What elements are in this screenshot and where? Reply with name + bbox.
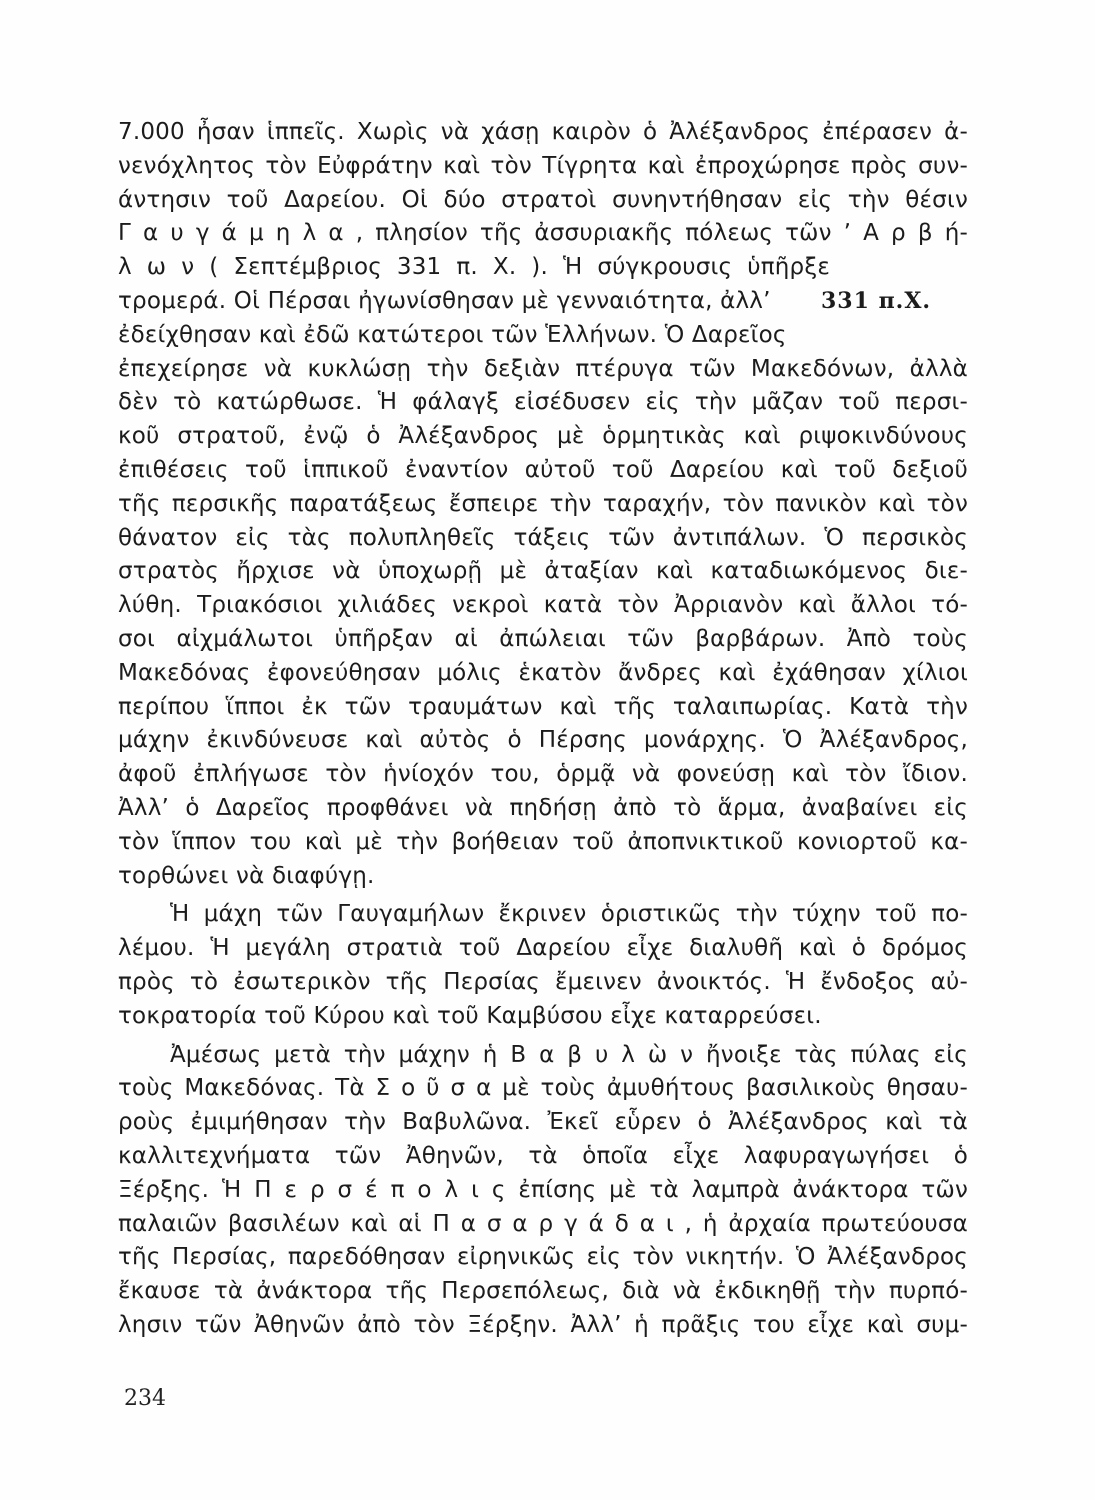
text-line-with-margin-note (118, 285, 968, 319)
text-line: τορθώνει νὰ διαφύγῃ. (118, 862, 375, 889)
text-line: ροὺς ἐμιμήθησαν τὴν Βαβυλῶνα. Ἐκεῖ εὗρεν ὁ Ἀλέξανδρος καὶ τὰ (118, 1109, 968, 1136)
text-line: ἔκαυσε τὰ ἀνάκτορα τῆς Περσεπόλεως, διὰ νὰ ἐκδικηθῇ τὴν πυρπό- (118, 1278, 968, 1305)
text-line: νενόχλητος τὸν Εὐφράτην καὶ τὸν Τίγρητα καὶ ἐπροχώρησε πρὸς συν- (118, 152, 968, 179)
text-line: λύθη. Τριακόσιοι χιλιάδες νεκροὶ κατὰ τὸν Ἀρριανὸν καὶ ἄλλοι τό- (118, 592, 968, 619)
text-line: τοκρατορία τοῦ Κύρου καὶ τοῦ Καμβύσου εἶχε καταρρεύσει. (118, 1002, 822, 1029)
text-line: στρατὸς ἤρχισε νὰ ὑποχωρῇ μὲ ἀταξίαν καὶ καταδιωκόμενος διε- (118, 558, 968, 585)
text-line: λέμου. Ἡ μεγάλη στρατιὰ τοῦ Δαρείου εἶχε διαλυθῆ καὶ ὁ δρόμος (118, 935, 968, 962)
text-line: τὸν ἵππον του καὶ μὲ τὴν βοήθειαν τοῦ ἀποπνικτικοῦ κονιορτοῦ κα- (118, 828, 968, 855)
text-line: Γ α υ γ ά μ η λ α , πλησίον τῆς ἀσσυριακῆς πόλεως τῶν ʼ Α ρ β ή- (118, 220, 968, 247)
text-line: 7.000 ἦσαν ἱππεῖς. Χωρὶς νὰ χάσῃ καιρὸν ὁ Ἀλέξανδρος ἐπέρασεν ἀ- (118, 119, 968, 145)
body-text (118, 116, 968, 1343)
text-line: τοὺς Μακεδόνας. Τὰ Σ ο ῦ σ α μὲ τοὺς ἀμυθήτους βασιλικοὺς θησαυ- (118, 1075, 968, 1102)
text-line: ἐπεχείρησε νὰ κυκλώσῃ τὴν δεξιὰν πτέρυγα τῶν Μακεδόνων, ἀλλὰ (118, 355, 968, 382)
paragraph-1 (118, 116, 968, 893)
text-line: καλλιτεχνήματα τῶν Ἀθηνῶν, τὰ ὁποῖα εἶχε λαφυραγωγήσει ὁ (118, 1142, 968, 1169)
text-line: σοι αἰχμάλωτοι ὑπῆρξαν αἱ ἀπώλειαι τῶν βαρβάρων. Ἀπὸ τοὺς (118, 625, 968, 652)
text-line: θάνατον εἰς τὰς πολυπληθεῖς τάξεις τῶν ἀντιπάλων. Ὁ περσικὸς (118, 524, 968, 551)
text-line: Ἀμέσως μετὰ τὴν μάχην ἡ Β α β υ λ ὼ ν ἤνοιξε τὰς πύλας εἰς (170, 1041, 968, 1068)
text-line: Ἡ μάχη τῶν Γαυγαμήλων ἔκρινεν ὁριστικῶς τὴν τύχην τοῦ πο- (170, 901, 968, 928)
margin-note: 331 π.Χ. (821, 287, 932, 314)
text-line: λησιν τῶν Ἀθηνῶν ἀπὸ τὸν Ξέρξην. Ἀλλ’ ἡ πρᾶξις του εἶχε καὶ συμ- (118, 1311, 968, 1338)
text-line: παλαιῶν βασιλέων καὶ αἱ Π α σ α ρ γ ά δ α ι , ἡ ἀρχαία πρωτεύουσα (118, 1210, 968, 1237)
text-line: πρὸς τὸ ἐσωτερικὸν τῆς Περσίας ἔμεινεν ἀνοικτός. Ἡ ἔνδοξος αὐ- (118, 968, 968, 995)
text-line: περίπου ἵπποι ἐκ τῶν τραυμάτων καὶ τῆς ταλαιπωρίας. Κατὰ τὴν (118, 693, 968, 720)
text-line: Ξέρξης. Ἡ Π ε ρ σ έ π ο λ ι ς ἐπίσης μὲ τὰ λαμπρὰ ἀνάκτορα τῶν (118, 1176, 968, 1203)
text-line: ἀφοῦ ἐπλήγωσε τὸν ἡνίοχόν του, ὁρμᾷ νὰ φονεύσῃ καὶ τὸν ἴδιον. (118, 761, 968, 788)
text-line: ἐπιθέσεις τοῦ ἱππικοῦ ἐναντίον αὐτοῦ τοῦ Δαρείου καὶ τοῦ δεξιοῦ (118, 456, 968, 483)
text-line: δὲν τὸ κατώρθωσε. Ἡ φάλαγξ εἰσέδυσεν εἰς τὴν μᾶζαν τοῦ περσι- (118, 389, 968, 416)
text-line: τῆς Περσίας, παρεδόθησαν εἰρηνικῶς εἰς τὸν νικητήν. Ὁ Ἀλέξανδρος (118, 1244, 968, 1271)
paragraph-3 (118, 1039, 968, 1343)
text-line: Ἀλλ’ ὁ Δαρεῖος προφθάνει νὰ πηδήσῃ ἀπὸ τὸ ἅρμα, ἀναβαίνει εἰς (118, 794, 968, 821)
paragraph-2 (118, 898, 968, 1033)
text-line: τρομερά. Οἱ Πέρσαι ἠγωνίσθησαν μὲ γενναιότητα, ἀλλ’ (118, 287, 771, 314)
text-line: Μακεδόνας ἐφονεύθησαν μόλις ἑκατὸν ἄνδρες καὶ ἐχάθησαν χίλιοι (118, 659, 968, 686)
text-line: τῆς περσικῆς παρατάξεως ἔσπειρε τὴν ταραχήν, τὸν πανικὸν καὶ τὸν (118, 490, 968, 517)
text-line: λ ω ν ( Σεπτέμβριος 331 π. Χ. ). Ἡ σύγκρουσις ὑπῆρξε (118, 254, 830, 281)
text-line: κοῦ στρατοῦ, ἐνῷ ὁ Ἀλέξανδρος μὲ ὁρμητικὰς καὶ ριψοκινδύνους (118, 423, 968, 450)
text-line: μάχην ἐκινδύνευσε καὶ αὐτὸς ὁ Πέρσης μονάρχης. Ὁ Ἀλέξανδρος, (118, 727, 968, 754)
text-line: ἐδείχθησαν καὶ ἐδῶ κατώτεροι τῶν Ἑλλήνων. Ὁ Δαρεῖος (118, 321, 787, 348)
page-number: 234 (124, 1386, 166, 1411)
text-line: άντησιν τοῦ Δαρείου. Οἱ δύο στρατοὶ συνηντήθησαν εἰς τὴν θέσιν (118, 186, 968, 213)
